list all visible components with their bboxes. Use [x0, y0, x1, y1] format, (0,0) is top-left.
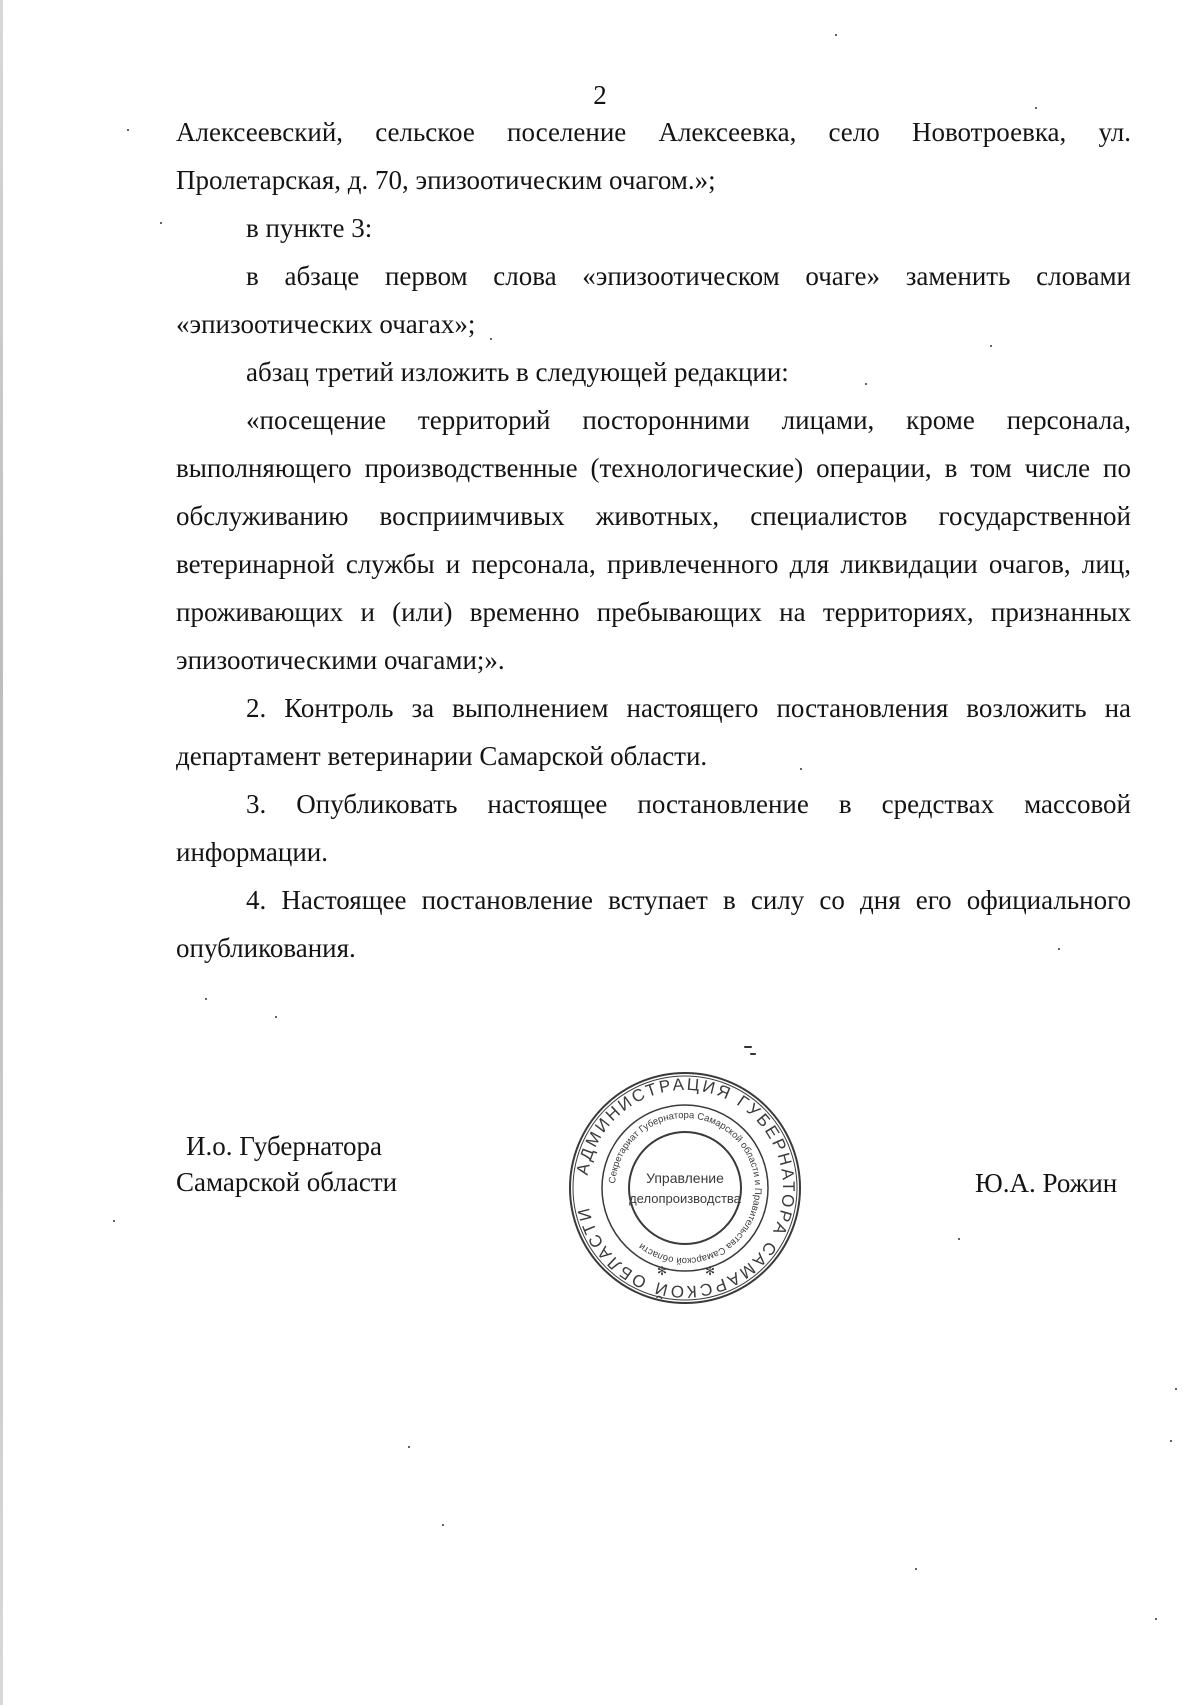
scan-speck [915, 1568, 917, 1570]
scan-speck [408, 1446, 410, 1448]
scan-speck [490, 338, 492, 340]
signatory-title [176, 1128, 397, 1200]
stamp-outer-border [570, 1073, 800, 1303]
paragraph-item-4: 4. Настоящее постановление вступает в силу со дня его официального опубликования. [176, 885, 1131, 963]
scan-edge [0, 0, 3, 1705]
paragraph-item-2: 2. Контроль за выполнением настоящего постановления возложить на департамент ветеринарии Самарской области. [176, 693, 1131, 771]
paragraph-item-3: 3. Опубликовать настоящее постановление в средствах массовой информации. [176, 789, 1131, 867]
signatory-name: Ю.А. Рожин [975, 1168, 1118, 1198]
scan-speck [1155, 1618, 1157, 1620]
scan-speck [958, 1238, 960, 1240]
scan-speck [1035, 107, 1037, 109]
page-number: 2 [593, 80, 607, 110]
paragraph-address-continuation: Алексеевский, сельское поселение Алексеевка, село Новотроевка, ул. Пролетарская, д. 70, эпизоотическим очагом.»; [176, 117, 1131, 195]
stamp-outer-text: АДМИНИСТРАЦИЯ ГУБЕРНАТОРА САМАРСКОЙ ОБЛАСТИ [572, 1074, 799, 1302]
stamp-star-right: ✻ [705, 1264, 716, 1278]
scan-speck [1175, 1388, 1177, 1390]
scan-speck [1170, 1440, 1172, 1442]
stamp-inner-border [629, 1132, 741, 1244]
scan-speck [990, 345, 992, 347]
paragraph-clause-3-intro: в пункте 3: [246, 213, 373, 243]
document-body [176, 108, 1131, 972]
stamp-center-line2: делопроизводства [629, 1191, 741, 1206]
paragraph-first-abzac-change: в абзаце первом слова «эпизоотическом очаге» заменить словами «эпизоотических очагах»; [176, 261, 1131, 339]
official-stamp [565, 1068, 805, 1308]
scan-speck [113, 1220, 115, 1222]
scan-speck [205, 998, 207, 1000]
scan-speck [275, 1016, 277, 1018]
stamp-middle-border [602, 1105, 768, 1271]
scan-speck [750, 1053, 756, 1055]
scan-speck [160, 222, 162, 224]
signatory-title-line1: И.о. Губернатора [186, 1131, 383, 1161]
scan-speck [442, 1524, 444, 1526]
paragraph-third-abzac-text: «посещение территорий посторонними лицами, кроме персонала, выполняющего производственные (технологические) операции, в том числе по обслуживанию восприимчивых животных, специалистов государственной ветеринарной службы и персонала, привлеченного для ликвидации очагов, лиц, проживающих и (или) временно пребывающих на территориях, признанных эпизоотическими очагами;». [176, 405, 1131, 675]
scan-speck [1058, 948, 1060, 950]
stamp-inner-text: Секретариат Губернатора Самарской области и Правительства Самарской области [607, 1109, 764, 1267]
paragraph-third-abzac-intro: абзац третий изложить в следующей редакции: [246, 357, 789, 387]
scan-speck [865, 383, 867, 385]
scan-speck [835, 34, 837, 36]
signatory-title-line2: Самарской области [176, 1167, 398, 1197]
scan-speck [800, 768, 802, 770]
stamp-star-left: ✻ [657, 1264, 668, 1278]
scan-speck [127, 129, 129, 131]
stamp-center-line1: Управление [646, 1170, 724, 1186]
scan-speck [744, 1046, 752, 1048]
